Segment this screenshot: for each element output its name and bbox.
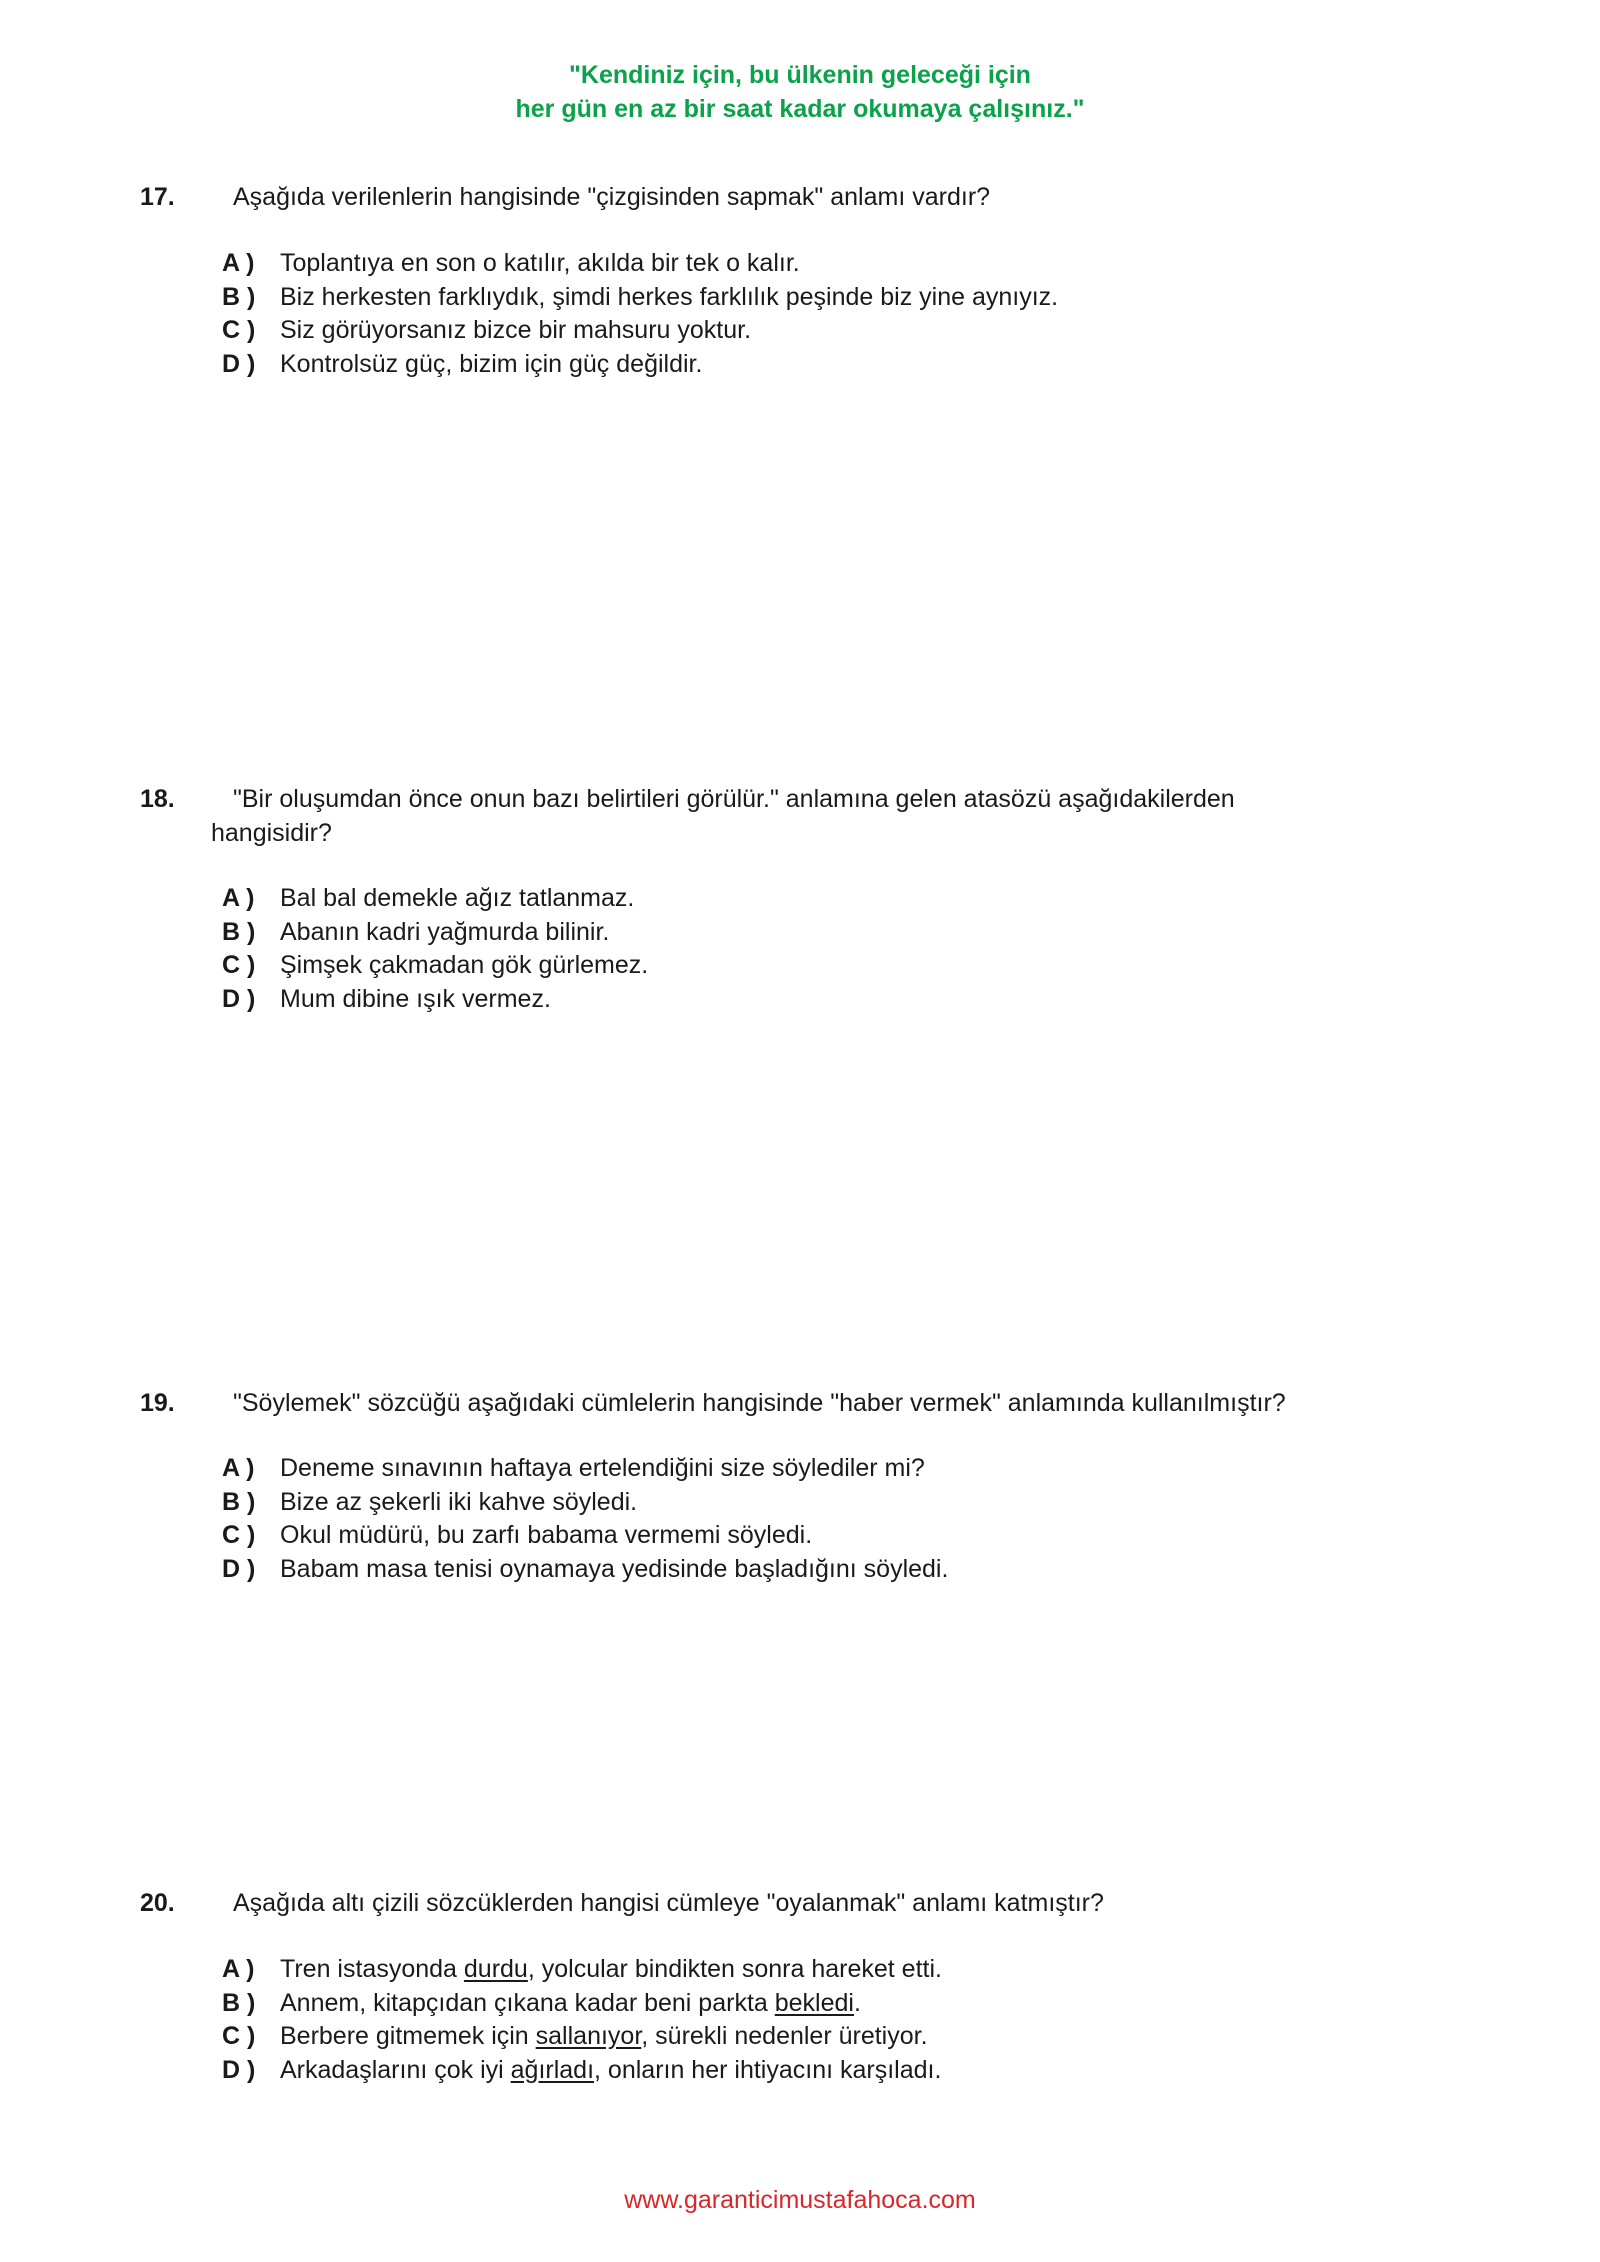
option-text: Biz herkesten farklıydık, şimdi herkes farklılık peşinde biz yine aynıyız. bbox=[280, 282, 1059, 311]
question-number: 17. bbox=[140, 183, 175, 211]
option-letter: D ) bbox=[222, 984, 256, 1013]
option-text: Bal bal demekle ağız tatlanmaz. bbox=[280, 884, 635, 912]
option-letter: C ) bbox=[222, 2022, 256, 2050]
option-text: Okul müdürü, bu zarfı babama vermemi söyledi. bbox=[280, 1521, 813, 1549]
option-letter: A ) bbox=[222, 1955, 255, 1983]
question-number: 20. bbox=[140, 1889, 175, 1917]
question-17-stem bbox=[140, 180, 1400, 214]
option-letter: B ) bbox=[222, 1487, 256, 1516]
page-motto bbox=[0, 58, 1600, 126]
question-text: Aşağıda verilenlerin hangisinde "çizgisinden sapmak" anlamı vardır? bbox=[233, 183, 991, 211]
question-text: "Söylemek" sözcüğü aşağıdaki cümlelerin hangisinde "haber vermek" anlamında kullanılmıştır? bbox=[233, 1389, 1286, 1417]
option-letter: A ) bbox=[222, 884, 255, 912]
question-number: 18. bbox=[140, 785, 175, 813]
option-text-before: Arkadaşlarını çok iyi bbox=[280, 2055, 511, 2084]
question-18-stem bbox=[140, 782, 1400, 850]
question-18-options bbox=[222, 882, 648, 1016]
option-c[interactable] bbox=[222, 949, 648, 983]
option-text: Toplantıya en son o katılır, akılda bir tek o kalır. bbox=[280, 249, 800, 277]
option-letter: D ) bbox=[222, 349, 256, 378]
motto-line-1: "Kendiniz için, bu ülkenin geleceği için bbox=[569, 61, 1031, 89]
option-letter: C ) bbox=[222, 1521, 256, 1549]
underlined-word: bekledi bbox=[774, 1988, 854, 2017]
option-c[interactable] bbox=[222, 314, 1058, 348]
option-text: Siz görüyorsanız bizce bir mahsuru yoktur. bbox=[280, 316, 752, 344]
option-letter: A ) bbox=[222, 1454, 255, 1482]
option-d[interactable] bbox=[222, 2054, 942, 2088]
option-text bbox=[280, 1953, 942, 1987]
option-text: Şimşek çakmadan gök gürlemez. bbox=[280, 951, 649, 979]
option-text: Kontrolsüz güç, bizim için güç değildir. bbox=[280, 349, 703, 378]
option-a[interactable] bbox=[222, 1452, 948, 1486]
option-letter: B ) bbox=[222, 1988, 256, 2017]
option-text-before: Berbere gitmemek için bbox=[280, 2022, 536, 2050]
option-text-before: Annem, kitapçıdan çıkana kadar beni parkta bbox=[280, 1988, 775, 2017]
question-text bbox=[140, 782, 1400, 850]
underlined-word: durdu bbox=[463, 1955, 528, 1983]
question-17-options bbox=[222, 247, 1058, 381]
option-text bbox=[280, 2020, 928, 2054]
footer-website[interactable]: www.garanticimustafahoca.com bbox=[624, 2186, 976, 2214]
option-c[interactable] bbox=[222, 1519, 948, 1553]
question-number: 19. bbox=[140, 1389, 175, 1417]
option-letter: C ) bbox=[222, 316, 256, 344]
option-text-after: , sürekli nedenler üretiyor. bbox=[641, 2022, 928, 2050]
underlined-word: sallanıyor bbox=[535, 2022, 642, 2050]
option-a[interactable] bbox=[222, 247, 1058, 281]
underlined-word: ağırladı bbox=[510, 2055, 595, 2084]
question-19-stem bbox=[140, 1386, 1400, 1420]
option-letter: D ) bbox=[222, 1554, 256, 1583]
question-20-stem bbox=[140, 1886, 1400, 1920]
option-letter: C ) bbox=[222, 951, 256, 979]
option-b[interactable] bbox=[222, 1486, 948, 1520]
option-c[interactable] bbox=[222, 2020, 942, 2054]
option-text-after: . bbox=[853, 1988, 861, 2017]
option-a[interactable] bbox=[222, 882, 648, 916]
option-a[interactable] bbox=[222, 1953, 942, 1987]
option-text-after: , onların her ihtiyacını karşıladı. bbox=[594, 2055, 942, 2084]
option-text-before: Tren istasyonda bbox=[280, 1955, 464, 1983]
option-b[interactable] bbox=[222, 916, 648, 950]
option-text: Deneme sınavının haftaya ertelendiğini size söylediler mi? bbox=[280, 1454, 925, 1482]
motto-line-2: her gün en az bir saat kadar okumaya çalışınız." bbox=[515, 95, 1085, 123]
question-20-options bbox=[222, 1953, 942, 2087]
question-text-line-1: "Bir oluşumdan önce onun bazı belirtileri görülür." anlamına gelen atasözü aşağıdakilerden bbox=[233, 785, 1235, 813]
question-text: Aşağıda altı çizili sözcüklerden hangisi cümleye "oyalanmak" anlamı katmıştır? bbox=[233, 1889, 1104, 1917]
option-text: Bize az şekerli iki kahve söyledi. bbox=[280, 1487, 638, 1516]
question-19-options bbox=[222, 1452, 948, 1586]
option-text bbox=[280, 1987, 861, 2021]
option-b[interactable] bbox=[222, 281, 1058, 315]
option-text-after: , yolcular bindikten sonra hareket etti. bbox=[527, 1955, 942, 1983]
option-d[interactable] bbox=[222, 348, 1058, 382]
option-letter: A ) bbox=[222, 249, 255, 277]
option-d[interactable] bbox=[222, 1553, 948, 1587]
option-text bbox=[280, 2054, 941, 2088]
option-text: Babam masa tenisi oynamaya yedisinde başladığını söyledi. bbox=[280, 1554, 949, 1583]
option-letter: D ) bbox=[222, 2055, 256, 2084]
option-letter: B ) bbox=[222, 917, 256, 946]
question-text-line-2: hangisidir? bbox=[211, 819, 332, 847]
option-b[interactable] bbox=[222, 1987, 942, 2021]
option-text: Mum dibine ışık vermez. bbox=[280, 984, 551, 1013]
option-text: Abanın kadri yağmurda bilinir. bbox=[280, 917, 610, 946]
option-letter: B ) bbox=[222, 282, 256, 311]
option-d[interactable] bbox=[222, 983, 648, 1017]
